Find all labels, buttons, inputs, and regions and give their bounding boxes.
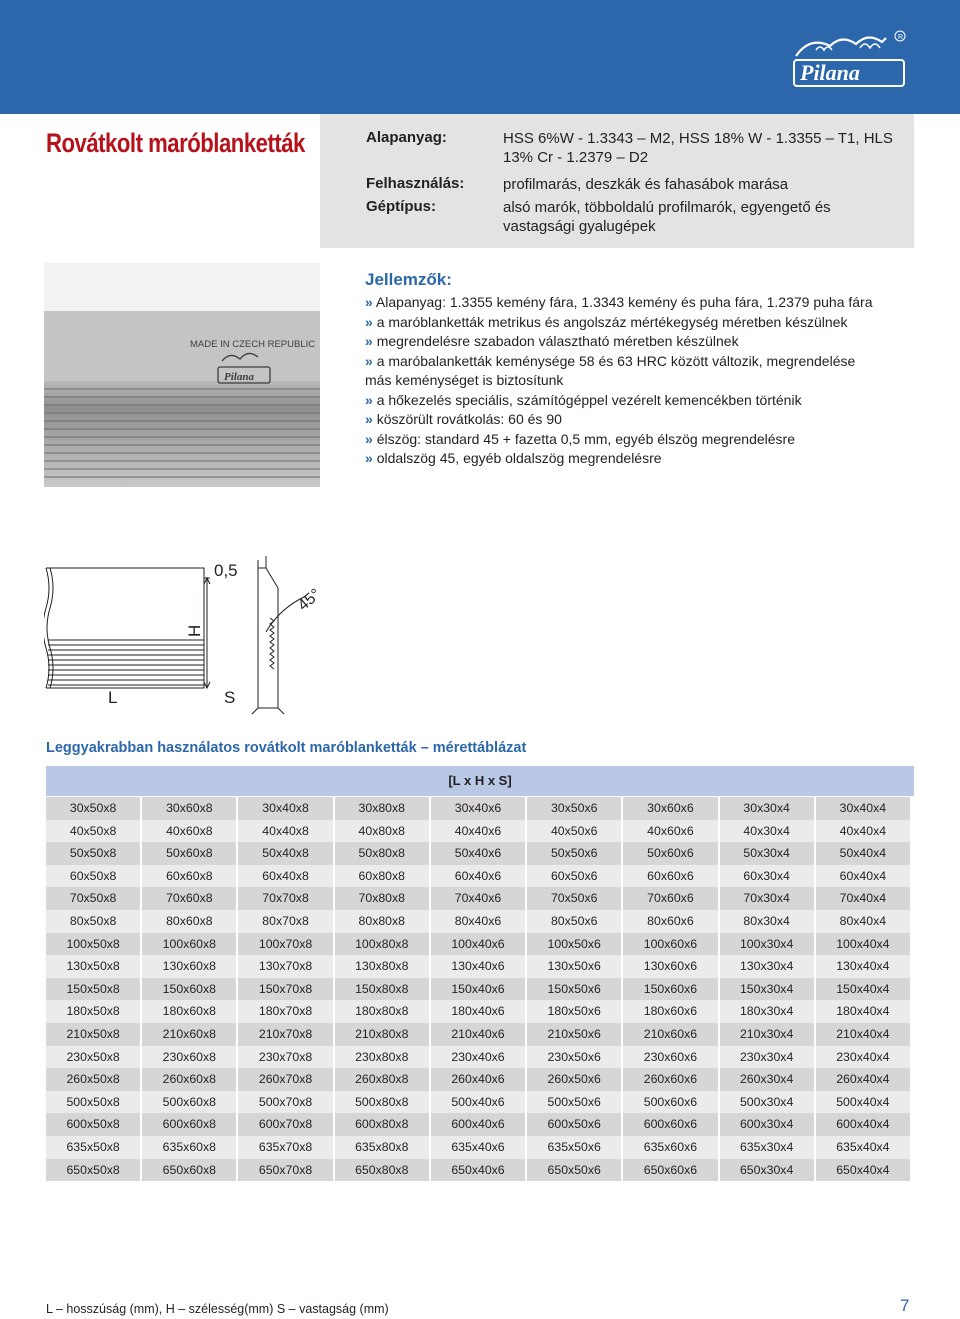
table-cell: 180x50x6 bbox=[527, 1000, 621, 1023]
table-cell: 500x50x8 bbox=[46, 1091, 140, 1114]
table-cell: 210x70x8 bbox=[238, 1023, 332, 1046]
table-cell: 70x60x8 bbox=[142, 887, 236, 910]
table-cell: 210x50x8 bbox=[46, 1023, 140, 1046]
table-cell: 80x80x8 bbox=[335, 910, 429, 933]
table-row bbox=[46, 1113, 914, 1136]
table-cell: 650x80x8 bbox=[335, 1159, 429, 1182]
features-section bbox=[365, 270, 925, 469]
table-cell: 210x60x6 bbox=[623, 1023, 717, 1046]
table-cell: 40x40x8 bbox=[238, 820, 332, 843]
spec-box bbox=[320, 114, 914, 248]
table-cell: 70x60x6 bbox=[623, 887, 717, 910]
table-cell: 80x40x6 bbox=[431, 910, 525, 933]
table-row bbox=[46, 887, 914, 910]
features-title: Jellemzők: bbox=[365, 270, 452, 289]
table-cell: 130x60x6 bbox=[623, 955, 717, 978]
table-cell: 60x40x4 bbox=[816, 865, 910, 888]
table-cell: 650x40x4 bbox=[816, 1159, 910, 1182]
table-cell: 40x50x6 bbox=[527, 820, 621, 843]
list-item: » a hőkezelés speciális, számítógéppel vezérelt kemencékben történik bbox=[365, 391, 802, 408]
table-row bbox=[46, 842, 914, 865]
material-value: HSS 6%W - 1.3343 – M2, HSS 18% W - 1.3355 – T1, HLS 13% Cr - 1.2379 – D2 bbox=[503, 130, 893, 166]
bullet-icon: » bbox=[365, 333, 373, 349]
table-cell: 60x30x4 bbox=[720, 865, 814, 888]
bullet-icon: » bbox=[365, 430, 373, 447]
table-cell: 230x30x4 bbox=[720, 1046, 814, 1069]
table-cell: 600x70x8 bbox=[238, 1113, 332, 1136]
table-cell: 230x40x6 bbox=[431, 1046, 525, 1069]
table-cell: 500x60x8 bbox=[142, 1091, 236, 1114]
table-cell: 500x80x8 bbox=[335, 1091, 429, 1114]
table-cell: 60x60x6 bbox=[623, 865, 717, 888]
table-cell: 260x30x4 bbox=[720, 1068, 814, 1091]
table-cell: 260x50x6 bbox=[527, 1068, 621, 1091]
table-cell: 260x60x8 bbox=[142, 1068, 236, 1091]
machine-value: alsó marók, többoldalú profilmarók, egyengető és vastagsági gyalugépek bbox=[503, 199, 831, 235]
page-title: Rovátkolt maróblanketták bbox=[46, 128, 305, 158]
table-cell: 130x50x6 bbox=[527, 955, 621, 978]
table-row bbox=[46, 910, 914, 933]
table-cell: 260x40x4 bbox=[816, 1068, 910, 1091]
table-header bbox=[46, 766, 914, 796]
table-cell: 100x50x8 bbox=[46, 933, 140, 956]
table-cell: 500x50x6 bbox=[527, 1091, 621, 1114]
table-cell: 230x60x8 bbox=[142, 1046, 236, 1069]
thickness-label: S bbox=[224, 688, 236, 707]
table-cell: 180x60x8 bbox=[142, 1000, 236, 1023]
table-cell: 80x50x8 bbox=[46, 910, 140, 933]
table-cell: 635x40x4 bbox=[816, 1136, 910, 1159]
table-cell: 150x50x8 bbox=[46, 978, 140, 1001]
table-cell: 230x80x8 bbox=[335, 1046, 429, 1069]
table-cell: 50x60x6 bbox=[623, 842, 717, 865]
table-cell: 150x60x6 bbox=[623, 978, 717, 1001]
table-title: Leggyakrabban használatos rovátkolt maróblanketták – mérettáblázat bbox=[46, 740, 527, 756]
table-cell: 260x80x8 bbox=[335, 1068, 429, 1091]
table-cell: 180x80x8 bbox=[335, 1000, 429, 1023]
table-cell: 70x30x4 bbox=[720, 887, 814, 910]
table-cell: 30x60x6 bbox=[623, 797, 717, 820]
table-cell: 60x40x6 bbox=[431, 865, 525, 888]
table-cell: 150x60x8 bbox=[142, 978, 236, 1001]
page-number: 7 bbox=[900, 1296, 910, 1315]
table-cell: 635x30x4 bbox=[720, 1136, 814, 1159]
table-cell: 210x80x8 bbox=[335, 1023, 429, 1046]
blade-diagram bbox=[44, 548, 344, 716]
table-cell: 150x40x6 bbox=[431, 978, 525, 1001]
table-cell: 600x40x6 bbox=[431, 1113, 525, 1136]
table-cell: 260x70x8 bbox=[238, 1068, 332, 1091]
table-cell: 40x60x8 bbox=[142, 820, 236, 843]
table-row bbox=[46, 1091, 914, 1114]
table-cell: 635x60x8 bbox=[142, 1136, 236, 1159]
table-cell: 635x80x8 bbox=[335, 1136, 429, 1159]
list-item: » a maróblanketták metrikus és angolszáz mértékegység méretben készülnek bbox=[365, 313, 848, 330]
height-label: H bbox=[185, 624, 204, 637]
table-cell: 50x40x8 bbox=[238, 842, 332, 865]
table-cell: 230x70x8 bbox=[238, 1046, 332, 1069]
table-cell: 150x30x4 bbox=[720, 978, 814, 1001]
table-cell: 260x50x8 bbox=[46, 1068, 140, 1091]
table-cell: 635x70x8 bbox=[238, 1136, 332, 1159]
table-cell: 70x40x4 bbox=[816, 887, 910, 910]
table-row bbox=[46, 1068, 914, 1091]
table-row bbox=[46, 820, 914, 843]
table-cell: 210x40x6 bbox=[431, 1023, 525, 1046]
table-cell: 650x50x8 bbox=[46, 1159, 140, 1182]
header-bar bbox=[0, 0, 960, 114]
table-cell: 600x50x8 bbox=[46, 1113, 140, 1136]
table-cell: 80x30x4 bbox=[720, 910, 814, 933]
table-cell: 180x40x6 bbox=[431, 1000, 525, 1023]
table-cell: 600x60x8 bbox=[142, 1113, 236, 1136]
table-header-label: [L x H x S] bbox=[448, 773, 512, 788]
table-cell: 180x30x4 bbox=[720, 1000, 814, 1023]
table-cell: 500x40x6 bbox=[431, 1091, 525, 1114]
table-cell: 30x30x4 bbox=[720, 797, 814, 820]
table-cell: 650x50x6 bbox=[527, 1159, 621, 1182]
table-cell: 600x80x8 bbox=[335, 1113, 429, 1136]
bullet-icon: » bbox=[365, 450, 373, 466]
list-item: » köszörült rovátkolás: 60 és 90 bbox=[365, 411, 562, 427]
table-cell: 80x60x6 bbox=[623, 910, 717, 933]
table-cell: 40x60x6 bbox=[623, 820, 717, 843]
usage-label: Felhasználás: bbox=[366, 175, 465, 192]
material-label: Alapanyag: bbox=[366, 129, 447, 146]
table-cell: 650x30x4 bbox=[720, 1159, 814, 1182]
table-cell: 650x40x6 bbox=[431, 1159, 525, 1182]
list-item: » oldalszög 45, egyéb oldalszög megrendelésre bbox=[365, 450, 662, 466]
table-cell: 60x40x8 bbox=[238, 865, 332, 888]
table-cell: 70x50x6 bbox=[527, 887, 621, 910]
table-cell: 80x40x4 bbox=[816, 910, 910, 933]
table-cell: 50x40x6 bbox=[431, 842, 525, 865]
features-list bbox=[365, 293, 925, 469]
table-cell: 600x60x6 bbox=[623, 1113, 717, 1136]
table-cell: 230x40x4 bbox=[816, 1046, 910, 1069]
list-item: » megrendelésre szabadon választható méretben készülnek bbox=[365, 333, 739, 349]
table-cell: 130x30x4 bbox=[720, 955, 814, 978]
table-cell: 30x50x6 bbox=[527, 797, 621, 820]
table-cell: 70x70x8 bbox=[238, 887, 332, 910]
table-cell: 650x70x8 bbox=[238, 1159, 332, 1182]
table-cell: 650x60x6 bbox=[623, 1159, 717, 1182]
table-cell: 40x40x6 bbox=[431, 820, 525, 843]
svg-text:Pilana: Pilana bbox=[800, 60, 860, 85]
product-photo bbox=[44, 263, 320, 487]
table-cell: 50x30x4 bbox=[720, 842, 814, 865]
photo-stamp: MADE IN CZECH REPUBLIC bbox=[190, 339, 316, 350]
table-cell: 600x30x4 bbox=[720, 1113, 814, 1136]
table-row bbox=[46, 978, 914, 1001]
table-cell: 500x60x6 bbox=[623, 1091, 717, 1114]
table-cell: 130x40x4 bbox=[816, 955, 910, 978]
svg-text:R: R bbox=[898, 34, 904, 41]
table-row bbox=[46, 1159, 914, 1182]
table-cell: 80x70x8 bbox=[238, 910, 332, 933]
table-cell: 500x70x8 bbox=[238, 1091, 332, 1114]
table-cell: 80x50x6 bbox=[527, 910, 621, 933]
table-cell: 30x40x4 bbox=[816, 797, 910, 820]
table-cell: 30x50x8 bbox=[46, 797, 140, 820]
bullet-icon: » bbox=[365, 294, 373, 310]
table-row bbox=[46, 933, 914, 956]
table-cell: 210x30x4 bbox=[720, 1023, 814, 1046]
table-cell: 635x50x6 bbox=[527, 1136, 621, 1159]
table-cell: 150x80x8 bbox=[335, 978, 429, 1001]
table-cell: 50x50x8 bbox=[46, 842, 140, 865]
table-cell: 100x80x8 bbox=[335, 933, 429, 956]
table-cell: 70x50x8 bbox=[46, 887, 140, 910]
table-cell: 130x40x6 bbox=[431, 955, 525, 978]
table-row bbox=[46, 1000, 914, 1023]
list-item: » Alapanyag: 1.3355 kemény fára, 1.3343 kemény és puha fára, 1.2379 puha fára bbox=[365, 294, 873, 310]
table-cell: 130x80x8 bbox=[335, 955, 429, 978]
table-cell: 40x30x4 bbox=[720, 820, 814, 843]
table-cell: 230x50x8 bbox=[46, 1046, 140, 1069]
table-cell: 260x60x6 bbox=[623, 1068, 717, 1091]
table-cell: 130x50x8 bbox=[46, 955, 140, 978]
table-cell: 60x60x8 bbox=[142, 865, 236, 888]
table-cell: 130x70x8 bbox=[238, 955, 332, 978]
table-cell: 260x40x6 bbox=[431, 1068, 525, 1091]
table-cell: 100x50x6 bbox=[527, 933, 621, 956]
table-row bbox=[46, 865, 914, 888]
table-cell: 40x40x4 bbox=[816, 820, 910, 843]
length-label: L bbox=[108, 688, 118, 707]
table-cell: 230x50x6 bbox=[527, 1046, 621, 1069]
table-cell: 50x50x6 bbox=[527, 842, 621, 865]
table-cell: 50x80x8 bbox=[335, 842, 429, 865]
size-table bbox=[46, 797, 914, 1181]
table-cell: 100x30x4 bbox=[720, 933, 814, 956]
table-cell: 30x40x8 bbox=[238, 797, 332, 820]
table-cell: 500x30x4 bbox=[720, 1091, 814, 1114]
list-item: » a maróbalanketták keménysége 58 és 63 HRC között változik, megrendelése más keménységet is biztosítunk bbox=[365, 352, 856, 388]
table-cell: 60x80x8 bbox=[335, 865, 429, 888]
table-cell: 500x40x4 bbox=[816, 1091, 910, 1114]
table-row bbox=[46, 1023, 914, 1046]
table-cell: 30x40x6 bbox=[431, 797, 525, 820]
table-cell: 130x60x8 bbox=[142, 955, 236, 978]
angle-label: 45° bbox=[294, 585, 325, 615]
table-row bbox=[46, 1046, 914, 1069]
table-cell: 650x60x8 bbox=[142, 1159, 236, 1182]
bullet-icon: » bbox=[365, 313, 373, 330]
table-cell: 100x40x6 bbox=[431, 933, 525, 956]
table-cell: 635x50x8 bbox=[46, 1136, 140, 1159]
table-cell: 70x40x6 bbox=[431, 887, 525, 910]
table-cell: 210x60x8 bbox=[142, 1023, 236, 1046]
table-cell: 30x60x8 bbox=[142, 797, 236, 820]
table-row bbox=[46, 797, 914, 820]
table-cell: 50x40x4 bbox=[816, 842, 910, 865]
table-cell: 50x60x8 bbox=[142, 842, 236, 865]
table-cell: 150x50x6 bbox=[527, 978, 621, 1001]
machine-label: Géptípus: bbox=[366, 198, 436, 215]
table-cell: 60x50x8 bbox=[46, 865, 140, 888]
table-cell: 150x40x4 bbox=[816, 978, 910, 1001]
table-cell: 70x80x8 bbox=[335, 887, 429, 910]
svg-text:Pilana: Pilana bbox=[224, 371, 254, 383]
table-cell: 30x80x8 bbox=[335, 797, 429, 820]
table-cell: 100x40x4 bbox=[816, 933, 910, 956]
table-cell: 40x80x8 bbox=[335, 820, 429, 843]
usage-value: profilmarás, deszkák és fahasábok marása bbox=[503, 176, 789, 193]
bullet-icon: » bbox=[365, 352, 373, 369]
table-cell: 210x40x4 bbox=[816, 1023, 910, 1046]
table-cell: 100x60x8 bbox=[142, 933, 236, 956]
table-row bbox=[46, 1136, 914, 1159]
table-cell: 60x50x6 bbox=[527, 865, 621, 888]
table-cell: 100x70x8 bbox=[238, 933, 332, 956]
table-cell: 180x50x8 bbox=[46, 1000, 140, 1023]
chamfer-label: 0,5 bbox=[214, 561, 238, 580]
bullet-icon: » bbox=[365, 411, 373, 427]
table-cell: 635x40x6 bbox=[431, 1136, 525, 1159]
list-item: » élszög: standard 45 + fazetta 0,5 mm, egyéb élszög megrendelésre bbox=[365, 430, 795, 447]
table-cell: 180x70x8 bbox=[238, 1000, 332, 1023]
table-cell: 180x60x6 bbox=[623, 1000, 717, 1023]
pilana-logo-icon bbox=[790, 28, 908, 92]
table-cell: 180x40x4 bbox=[816, 1000, 910, 1023]
bullet-icon: » bbox=[365, 391, 373, 408]
table-row bbox=[46, 955, 914, 978]
footnote: L – hosszúság (mm), H – szélesség(mm) S – vastagság (mm) bbox=[46, 1302, 389, 1316]
table-cell: 600x40x4 bbox=[816, 1113, 910, 1136]
table-cell: 230x60x6 bbox=[623, 1046, 717, 1069]
table-cell: 210x50x6 bbox=[527, 1023, 621, 1046]
table-cell: 80x60x8 bbox=[142, 910, 236, 933]
table-cell: 600x50x6 bbox=[527, 1113, 621, 1136]
table-cell: 100x60x6 bbox=[623, 933, 717, 956]
table-cell: 635x60x6 bbox=[623, 1136, 717, 1159]
table-cell: 40x50x8 bbox=[46, 820, 140, 843]
table-cell: 150x70x8 bbox=[238, 978, 332, 1001]
